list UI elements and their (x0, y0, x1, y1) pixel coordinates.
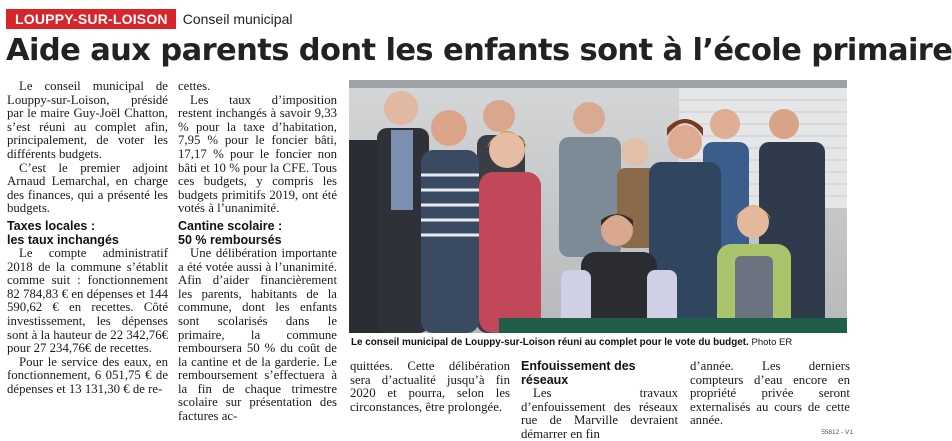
subheading: Taxes locales : (7, 218, 96, 233)
headline: Aide aux parents dont les enfants sont à l’école primaire (6, 33, 952, 68)
paragraph: cettes. (178, 79, 211, 93)
subheading: Cantine scolaire : (178, 218, 283, 233)
photo-caption (351, 337, 851, 349)
council-photo (349, 80, 847, 333)
article-column-4 (521, 360, 678, 441)
paragraph: Une délibération importante a été votée aussi à l’unanimité. Afin d’aider financièrement les parents, habitants de la commune, dont les enfants sont scolarisés dans le primaire, la commune remboursera 50 % du coût de la cantine et de la garderie. Le remboursement s’effectuera à la fin de chaque trimestre scolaire sur présentation des factures ac- (178, 245, 337, 424)
article-column-3 (350, 360, 510, 414)
paragraph: Le conseil municipal de Louppy-sur-Loison, présidé par le maire Guy-Joël Chatton, s’est réuni au complet afin, principalement, de voter les différents budgets. (7, 79, 168, 161)
reference-code: 55812 - V1 (821, 429, 853, 436)
subheading: Enfouissement des réseaux (521, 359, 636, 387)
paragraph: C’est le premier adjoint Arnaud Lemarchal, en charge des finances, qui a présenté les budgets. (7, 160, 168, 216)
kicker (6, 9, 292, 29)
group-photo-illustration (349, 80, 847, 333)
section-label: Conseil municipal (182, 11, 293, 27)
paragraph: quittées. Cette délibération sera d’actualité jusqu’à fin 2020 et pourra, selon les circonstances, être prolongée. (350, 359, 510, 414)
paragraph: Les taux d’imposition restent inchangés à savoir 9,33 % pour la taxe d’habitation, 7,95 % pour le foncier bâti, 17,17 % pour le foncier non bâti et 10 % pour la CFE. Tous ces budgets, y compris les budgets primitifs 2019, ont été votés à l’unanimité. (178, 92, 337, 216)
paragraph: Le compte administratif 2018 de la commune s’établit comme suit : fonctionnement 82 784,83 € en dépenses et 144 590,62 € en recettes. Côté investissement, les dépenses sont à la hauteur de 22 342,76€ pour 27 234,76€ de recettes. (7, 245, 168, 356)
paragraph: Pour le service des eaux, en fonctionnement, 6 051,75 € de dépenses et 13 131,30 € de re- (7, 354, 168, 396)
article-column-1 (7, 80, 168, 396)
paragraph: d’année. Les derniers compteurs d’eau encore en propriété privée seront externalisés au cours de cette année. (690, 359, 850, 428)
caption-text: Le conseil municipal de Louppy-sur-Loison réuni au complet pour le vote du budget. (351, 337, 749, 348)
paragraph: Les travaux d’enfouissement des réseaux rue de Marville devraient démarrer en fin (521, 386, 678, 441)
article-column-2 (178, 80, 337, 424)
location-tag: LOUPPY-SUR-LOISON (6, 9, 176, 29)
article-column-5 (690, 360, 850, 428)
subheading: 50 % remboursés (178, 232, 282, 247)
subheading: les taux inchangés (7, 232, 119, 247)
photo-credit: Photo ER (751, 337, 793, 348)
